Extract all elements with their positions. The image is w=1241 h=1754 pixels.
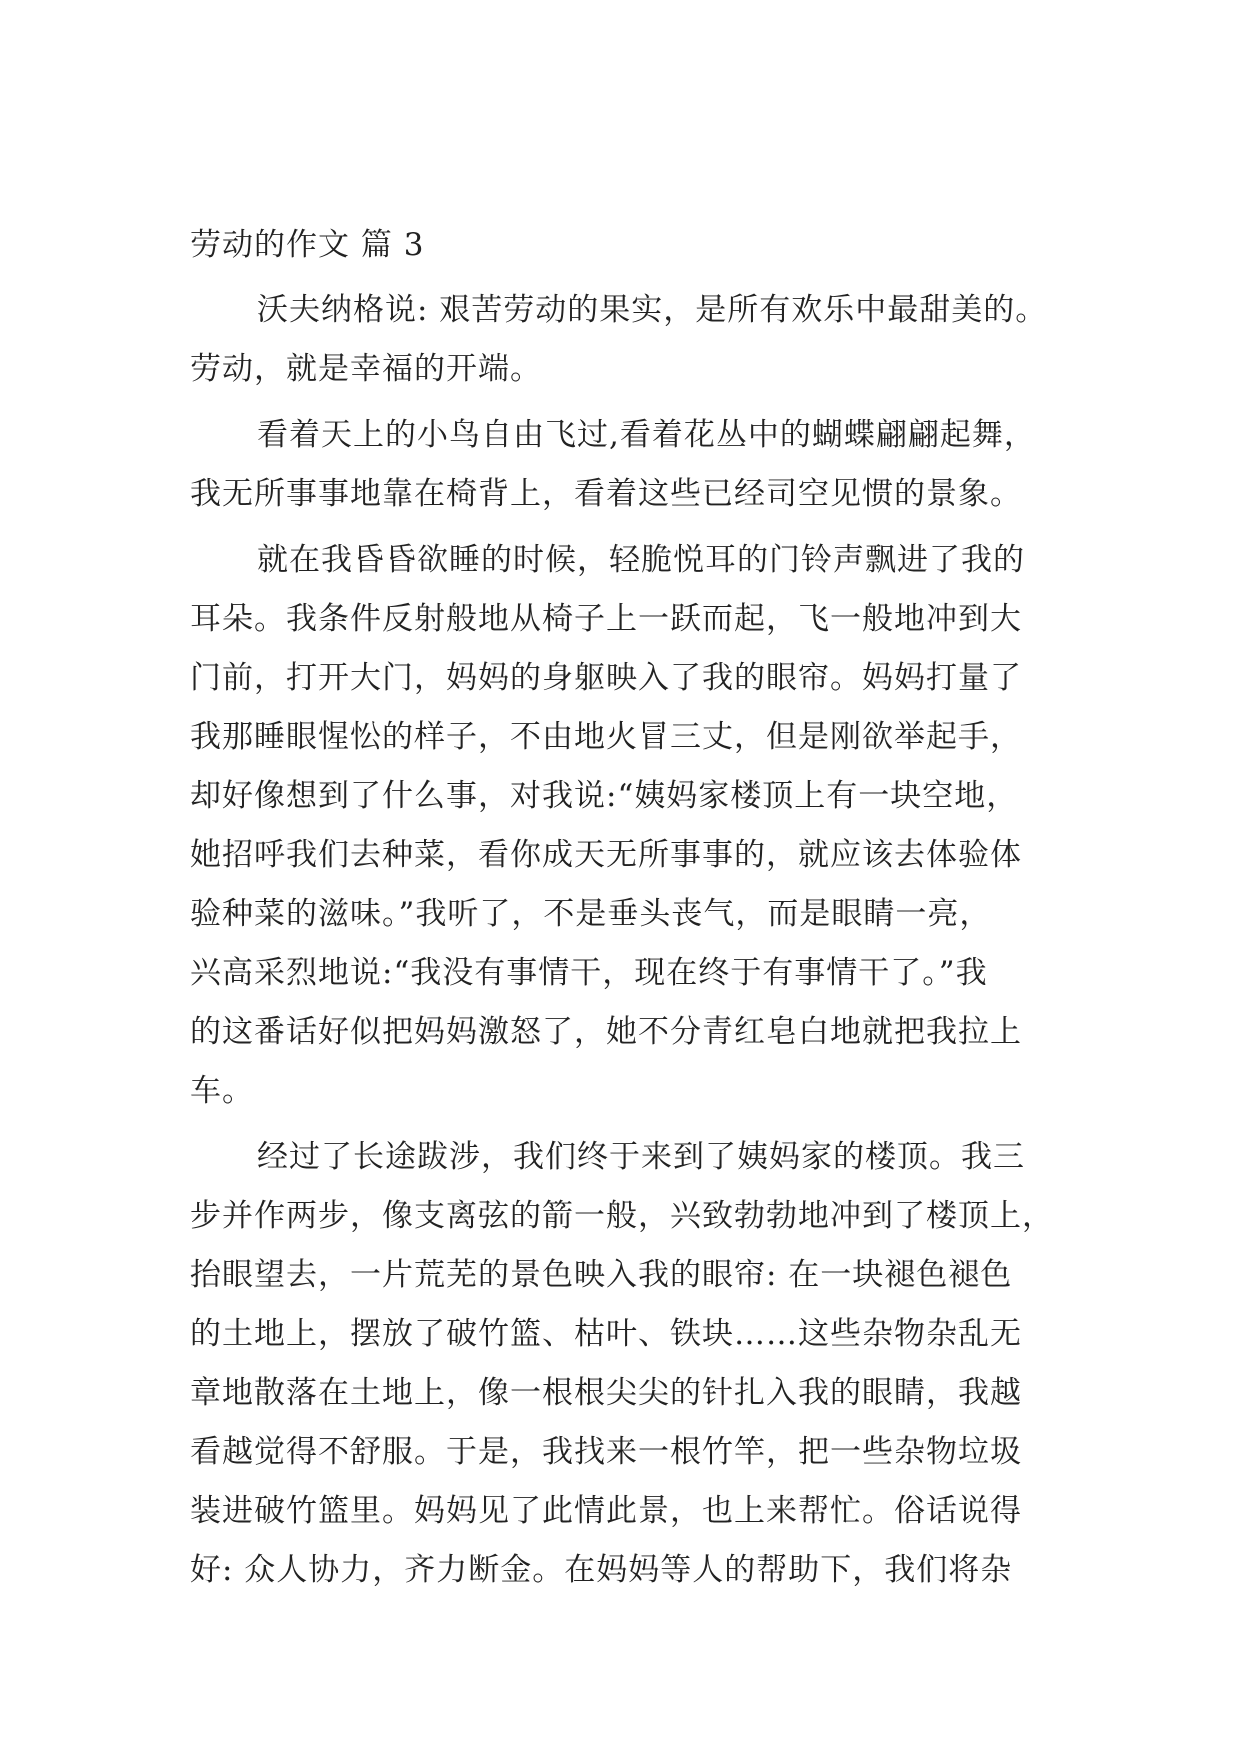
paragraph-line: 兴高采烈地说:“我没有事情干，现在终于有事情干了。”我	[190, 955, 988, 991]
paragraph-line: 验种菜的滋味。”我听了，不是垂头丧气，而是眼睛一亮，	[190, 896, 992, 932]
paragraph-line: 抬眼望去，一片荒芜的景色映入我的眼帘: 在一块褪色褪色	[190, 1257, 1013, 1293]
paragraph-line: 劳动，就是幸福的开端。	[190, 351, 542, 387]
paragraph-line: 看着天上的小鸟自由飞过,看着花丛中的蝴蝶翩翩起舞，	[257, 417, 1036, 453]
paragraph-line: 她招呼我们去种菜，看你成天无所事事的，就应该去体验体	[190, 837, 1022, 873]
paragraph-line: 章地散落在土地上，像一根根尖尖的针扎入我的眼睛，我越	[190, 1375, 1022, 1411]
paragraph-line: 的这番话好似把妈妈激怒了，她不分青红皂白地就把我拉上	[190, 1014, 1022, 1050]
paragraph-line: 看越觉得不舒服。于是，我找来一根竹竿，把一些杂物垃圾	[190, 1434, 1022, 1470]
paragraph-line: 步并作两步，像支离弦的箭一般，兴致勃勃地冲到了楼顶上，	[190, 1198, 1054, 1234]
paragraph-line: 就在我昏昏欲睡的时候，轻脆悦耳的门铃声飘进了我的	[257, 542, 1025, 578]
paragraph-line: 沃夫纳格说: 艰苦劳动的果实，是所有欢乐中最甜美的。	[257, 292, 1048, 328]
paragraph-line: 经过了长途跋涉，我们终于来到了姨妈家的楼顶。我三	[257, 1139, 1025, 1175]
paragraph-line: 我无所事事地靠在椅背上，看着这些已经司空见惯的景象。	[190, 476, 1022, 512]
document-title: 劳动的作文 篇 3	[190, 227, 425, 263]
paragraph-line: 耳朵。我条件反射般地从椅子上一跃而起，飞一般地冲到大	[190, 601, 1022, 637]
paragraph-line: 却好像想到了什么事，对我说:“姨妈家楼顶上有一块空地，	[190, 778, 1019, 814]
paragraph-line: 我那睡眼惺忪的样子，不由地火冒三丈，但是刚欲举起手，	[190, 719, 1022, 755]
paragraph-line: 装进破竹篮里。妈妈见了此情此景，也上来帮忙。俗话说得	[190, 1493, 1022, 1529]
paragraph-line: 车。	[190, 1073, 254, 1109]
paragraph-line: 好: 众人协力，齐力断金。在妈妈等人的帮助下，我们将杂	[190, 1552, 1013, 1588]
paragraph-line: 门前，打开大门，妈妈的身躯映入了我的眼帘。妈妈打量了	[190, 660, 1022, 696]
paragraph-line: 的土地上，摆放了破竹篮、枯叶、铁块……这些杂物杂乱无	[190, 1316, 1022, 1352]
